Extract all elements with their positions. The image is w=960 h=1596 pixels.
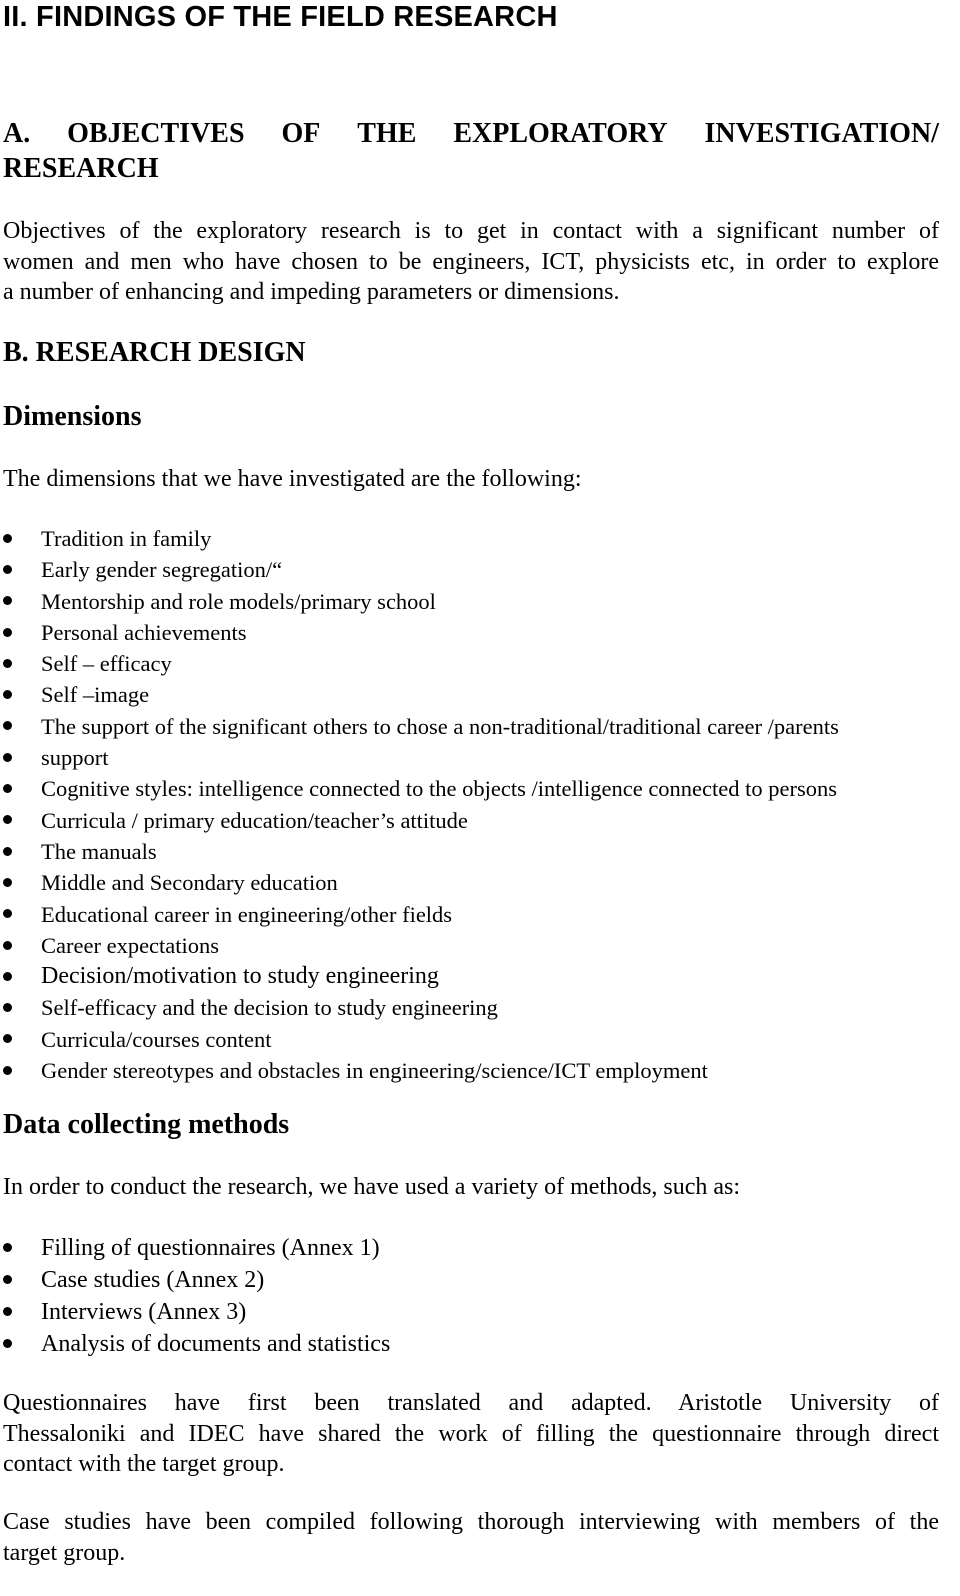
list-item: Self-efficacy and the decision to study engineering	[0, 992, 839, 1023]
section-a-heading-word: OF	[281, 118, 321, 149]
list-item: Case studies (Annex 2)	[0, 1264, 390, 1296]
paragraph-line: a number of enhancing and impeding parameters or dimensions.	[3, 279, 620, 305]
paragraph-line: Thessaloniki and IDEC have shared the work of filling the questionnaire through direct	[3, 1420, 939, 1447]
list-item: Self –image	[0, 679, 839, 710]
list-item: Filling of questionnaires (Annex 1)	[0, 1232, 390, 1264]
bullet-icon	[3, 847, 12, 856]
list-item: Curricula/courses content	[0, 1024, 839, 1055]
section-b-heading: B. RESEARCH DESIGN	[3, 337, 306, 368]
bullet-icon	[3, 596, 12, 605]
section-a-heading-word: EXPLORATORY	[453, 118, 668, 149]
paragraph-line: Objectives of the exploratory research is to get in contact with a significant number of	[3, 218, 939, 244]
list-item: Self – efficacy	[0, 648, 839, 679]
section-title: II. FINDINGS OF THE FIELD RESEARCH	[3, 1, 558, 33]
list-item: Middle and Secondary education	[0, 867, 839, 898]
list-item: Curricula / primary education/teacher’s attitude	[0, 805, 839, 836]
list-item: Gender stereotypes and obstacles in engineering/science/ICT employment	[0, 1055, 839, 1086]
bullet-icon	[3, 878, 12, 887]
list-item: Mentorship and role models/primary school	[0, 586, 839, 617]
list-item: Interviews (Annex 3)	[0, 1296, 390, 1328]
bullet-icon	[3, 941, 12, 950]
list-item: Decision/motivation to study engineering	[0, 961, 839, 992]
dimensions-intro: The dimensions that we have investigated are the following:	[3, 466, 582, 492]
list-item: The support of the significant others to chose a non-traditional/traditional career /parents	[0, 711, 839, 742]
bullet-icon	[3, 972, 12, 981]
list-item: Career expectations	[0, 930, 839, 961]
bullet-icon	[3, 534, 12, 543]
objectives-paragraph	[3, 216, 939, 308]
bullet-icon	[3, 721, 12, 730]
bullet-icon	[3, 1243, 12, 1252]
bullet-icon	[3, 753, 12, 762]
list-item: Educational career in engineering/other fields	[0, 899, 839, 930]
section-a-heading-word: OBJECTIVES	[67, 118, 245, 149]
bullet-icon	[3, 784, 12, 793]
bullet-icon	[3, 1003, 12, 1012]
bullet-icon	[3, 1307, 12, 1316]
bullet-icon	[3, 1339, 12, 1348]
section-a-heading-line2: RESEARCH	[3, 153, 159, 184]
bullet-icon	[3, 1034, 12, 1043]
list-item: Early gender segregation/“	[0, 554, 839, 585]
list-item: Analysis of documents and statistics	[0, 1328, 390, 1360]
paragraph-line: Questionnaires have first been translated and adapted. Aristotle University of	[3, 1390, 939, 1416]
section-a-heading-line1	[3, 117, 939, 151]
bullet-icon	[3, 628, 12, 637]
paragraph-line: women and men who have chosen to be engineers, ICT, physicists etc, in order to explore	[3, 248, 939, 275]
questionnaires-paragraph	[3, 1388, 939, 1480]
methods-list	[0, 1232, 390, 1360]
paragraph-line: target group.	[3, 1539, 126, 1566]
section-a-heading-word: THE	[357, 118, 417, 149]
methods-heading: Data collecting methods	[3, 1109, 290, 1140]
case-studies-paragraph	[3, 1507, 939, 1568]
bullet-icon	[3, 1066, 12, 1075]
list-item: Personal achievements	[0, 617, 839, 648]
bullet-icon	[3, 565, 12, 574]
dimensions-heading: Dimensions	[3, 401, 142, 432]
bullet-icon	[3, 659, 12, 668]
bullet-icon	[3, 690, 12, 699]
dimensions-list	[0, 523, 839, 1086]
bullet-icon	[3, 909, 12, 918]
section-a-heading-word: INVESTIGATION/	[704, 118, 939, 149]
list-item: Tradition in family	[0, 523, 839, 554]
bullet-icon	[3, 1275, 12, 1284]
paragraph-line: contact with the target group.	[3, 1451, 285, 1477]
methods-intro: In order to conduct the research, we have used a variety of methods, such as:	[3, 1174, 741, 1200]
paragraph-line: Case studies have been compiled following thorough interviewing with members of the	[3, 1509, 939, 1535]
list-item: Cognitive styles: intelligence connected to the objects /intelligence connected to persons	[0, 773, 839, 804]
section-a-heading-word: A.	[3, 118, 31, 149]
list-item: support	[0, 742, 839, 773]
bullet-icon	[3, 815, 12, 824]
list-item: The manuals	[0, 836, 839, 867]
